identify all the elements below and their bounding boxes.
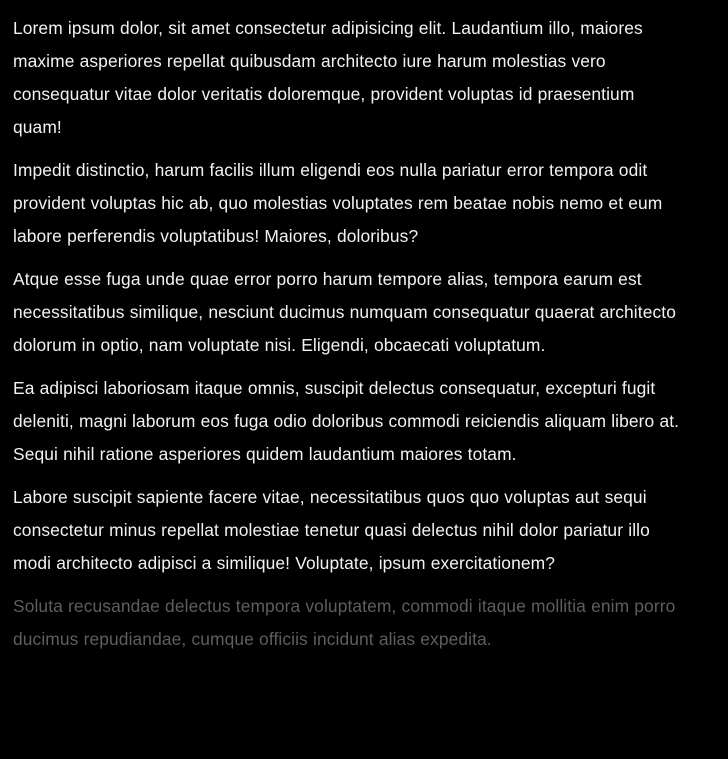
article-paragraph: Impedit distinctio, harum facilis illum eligendi eos nulla pariatur error tempora odit provident voluptas hic ab, quo molestias voluptates rem beatae nobis nemo et eum labore perferendis voluptatibus! Maiores, doloribus? [13,160,663,246]
article-paragraph: Lorem ipsum dolor, sit amet consectetur adipisicing elit. Laudantium illo, maiores maxime asperiores repellat quibusdam architecto iure harum molestias vero consequatur vitae dolor veritatis doloremque, provident voluptas id praesentium quam! [13,18,643,137]
article-paragraph: Ea adipisci laboriosam itaque omnis, suscipit delectus consequatur, excepturi fugit deleniti, magni laborum eos fuga odio doloribus commodi reiciendis aliquam libero at. Sequi nihil ratione asperiores quidem laudantium maiores totam. [13,378,680,464]
article-paragraph-faded: Soluta recusandae delectus tempora voluptatem, commodi itaque mollitia enim porro ducimus repudiandae, cumque officiis incidunt alias expedita. [13,596,676,649]
article-paragraph: Atque esse fuga unde quae error porro harum tempore alias, tempora earum est necessitatibus similique, nesciunt ducimus numquam consequatur quaerat architecto dolorum in optio, nam voluptate nisi. Eligendi, obcaecati voluptatum. [13,269,676,355]
article-paragraph: Labore suscipit sapiente facere vitae, necessitatibus quos quo voluptas aut sequi consectetur minus repellat molestiae tenetur quasi delectus nihil dolor pariatur illo modi architecto adipisci a similique! Voluptate, ipsum exercitationem? [13,487,650,573]
